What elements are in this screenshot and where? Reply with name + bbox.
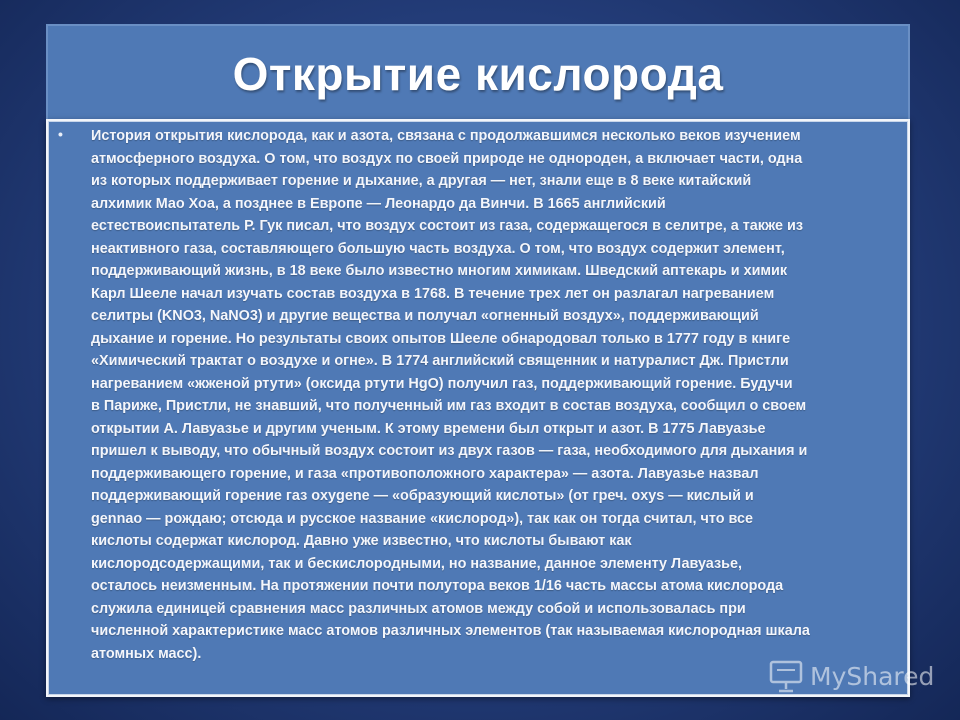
body-line: из которых поддерживает горение и дыхание, а другая — нет, знали еще в 8 веке китайский (91, 173, 752, 189)
body-line: Карл Шееле начал изучать состав воздуха в 1768. В течение трех лет он разлагал нагреванием (91, 285, 775, 302)
body-line: атомных масс). (91, 645, 202, 662)
body-line: атмосферного воздуха. О том, что воздух по своей природе не однороден, а включает части, одна (91, 150, 803, 167)
title-band (46, 24, 910, 124)
slide-title: Открытие кислорода (232, 48, 724, 100)
body-line: «Химический трактат о воздухе и огне». В 1774 английский священник и натуралист Дж. Пристли (91, 353, 789, 369)
watermark (768, 656, 934, 696)
body-line: поддерживающий жизнь, в 18 веке было известно многим химикам. Шведский аптекарь и химик (91, 263, 788, 279)
body-line: История открытия кислорода, как и азота, связана с продолжавшимся несколько веков изучением (91, 128, 801, 144)
body-line: селитры (KNO3, NaNO3) и другие вещества и получал «огненный воздух», поддерживающий (91, 308, 759, 324)
body-line: служила единицей сравнения масс различных атомов между собой и использовалась при (91, 600, 746, 617)
body-line: осталось неизменным. На протяжении почти полутора веков 1/16 часть массы атома кислорода (91, 578, 784, 594)
body-line: кислородсодержащими, так и бескислородными, но название, данное элементу Лавуазье, (91, 555, 742, 572)
body-paragraph (91, 125, 903, 665)
body-line: пришел к выводу, что обычный воздух состоит из двух газов — газа, необходимого для дыхания и (91, 443, 808, 459)
watermark-text: MyShared (810, 661, 935, 691)
body-line: gennao — рождаю; отсюда и русское название «кислород»), так как он тогда считал, что все (91, 510, 754, 527)
body-line: поддерживающий горение газ oxygene — «образующий кислоты» (от греч. oxys — кислый и (91, 488, 754, 504)
body-line: естествоиспытатель Р. Гук писал, что воздух состоит из газа, содержащегося в селитре, а также из (91, 218, 804, 234)
body-line: открытии А. Лавуазье и другим ученым. К этому времени был открыт и азот. В 1775 Лавуазье (91, 420, 766, 437)
body-line: кислоты содержат кислород. Давно уже известно, что кислоты бывают как (91, 533, 632, 549)
body-line: дыхание и горение. Но результаты своих опытов Шееле обнародовал только в 1777 году в книге (91, 330, 791, 347)
body-line: поддерживающего горение, и газа «противоположного характера» — азота. Лавуазье назвал (91, 465, 759, 482)
body-line: численной характеристике масс атомов различных элементов (так называемая кислородная шкала (91, 623, 810, 639)
body-line: алхимик Мао Хоа, а позднее в Европе — Леонардо да Винчи. В 1665 английский (91, 195, 666, 212)
body-line: нагреванием «жженой ртути» (оксида ртути HgO) получил газ, поддерживающий горение. Будучи (91, 375, 793, 392)
projector-screen-icon (768, 658, 804, 694)
body-line: в Париже, Пристли, не знавший, что полученный им газ входит в состав воздуха, сообщил о своем (91, 398, 807, 414)
bullet-marker: • (58, 126, 63, 142)
body-line: неактивного газа, составляющего большую часть воздуха. О том, что воздух содержит элемент, (91, 240, 785, 257)
